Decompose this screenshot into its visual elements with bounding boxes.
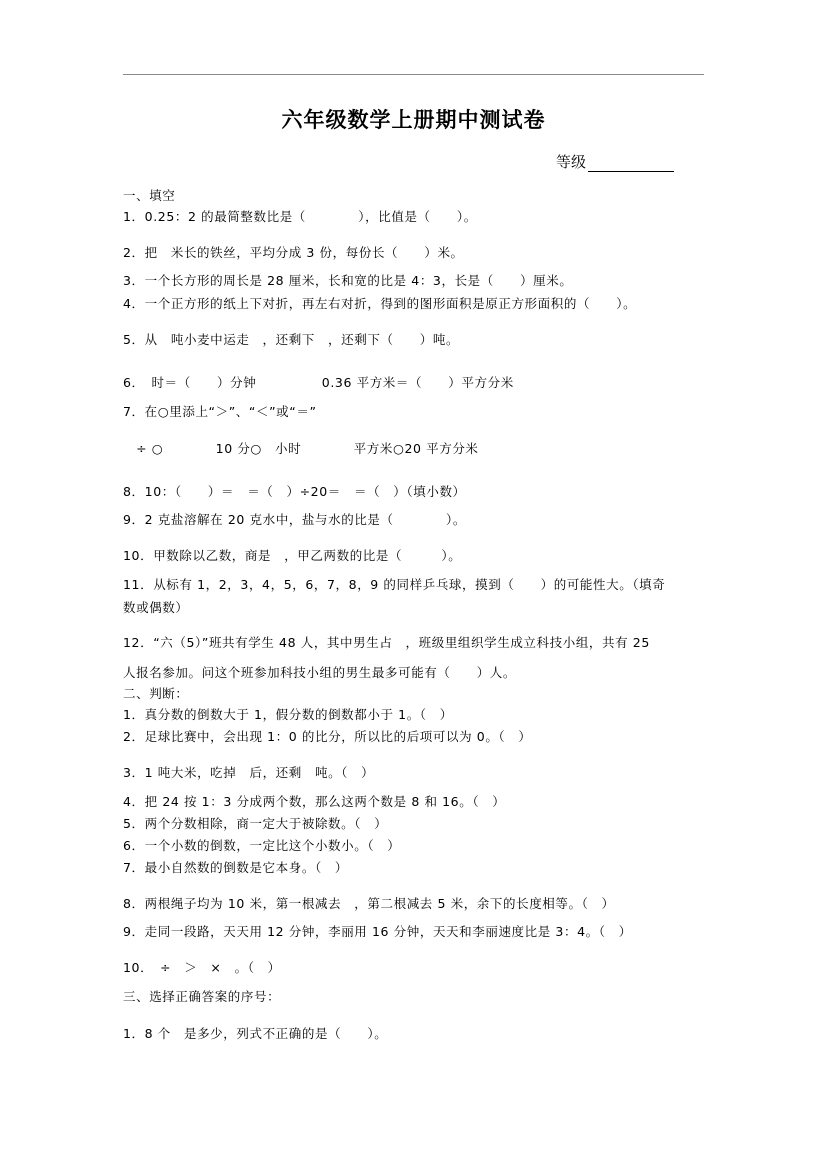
exam-line: 二、判断： — [123, 686, 189, 701]
exam-line: 8．10：（ ）＝ ＝（ ）÷20＝ ＝（ ）（填小数） — [123, 484, 466, 499]
grade-field — [556, 151, 674, 172]
grade-blank-line — [588, 155, 674, 172]
exam-line: 1．8 个 是多少，列式不正确的是（ ）。 — [123, 1026, 388, 1041]
exam-line: 5．两个分数相除，商一定大于被除数。（ ） — [123, 816, 388, 831]
exam-line: 1．真分数的倒数大于 1，假分数的倒数都小于 1。（ ） — [123, 707, 453, 722]
exam-line: 10．甲数除以乙数，商是 ，甲乙两数的比是（ ）。 — [123, 548, 462, 563]
exam-line: ÷ ○ 10 分○ 小时 平方米○20 平方分米 — [123, 441, 479, 456]
exam-line: 7．最小自然数的倒数是它本身。（ ） — [123, 860, 349, 875]
exam-line: 1．0.25：2 的最简整数比是（ ），比值是（ ）。 — [123, 209, 477, 224]
exam-line: 10． ÷ ＞ × 。（ ） — [123, 960, 281, 975]
page-title: 六年级数学上册期中测试卷 — [281, 107, 546, 132]
exam-line: 一、填空 — [123, 188, 176, 203]
grade-label: 等级 — [556, 153, 587, 171]
exam-line: 3．1 吨大米，吃掉 后，还剩 吨。（ ） — [123, 765, 375, 780]
header-rule — [123, 74, 704, 75]
exam-line: 2．足球比赛中，会出现 1：0 的比分，所以比的后项可以为 0。（ ） — [123, 729, 532, 744]
exam-line: 数或偶数） — [123, 600, 189, 615]
exam-line: 4．一个正方形的纸上下对折，再左右对折，得到的图形面积是原正方形面积的（ ）。 — [123, 296, 637, 311]
exam-line: 三、选择正确答案的序号： — [123, 989, 281, 1004]
exam-line: 9．走同一段路，天天用 12 分钟，李丽用 16 分钟，天天和李丽速度比是 3：4。（ ） — [123, 924, 632, 939]
exam-line: 12．“六（5）”班共有学生 48 人，其中男生占 ，班级里组织学生成立科技小组，共有 25 — [123, 635, 650, 650]
exam-line: 4．把 24 按 1：3 分成两个数，那么这两个数是 8 和 16。（ ） — [123, 794, 506, 809]
exam-line: 2．把 米长的铁丝，平均分成 3 份，每份长（ ）米。 — [123, 245, 464, 260]
exam-line: 5．从 吨小麦中运走 ，还剩下 ，还剩下（ ）吨。 — [123, 332, 460, 347]
exam-line: 11．从标有 1，2，3，4，5，6，7，8，9 的同样乒乓球，摸到（ ）的可能性大。（填奇 — [123, 577, 666, 592]
exam-line: 6． 时＝（ ）分钟 0.36 平方米＝（ ）平方分米 — [123, 375, 514, 390]
exam-line: 3．一个长方形的周长是 28 厘米，长和宽的比是 4：3，长是（ ）厘米。 — [123, 273, 573, 288]
exam-line: 9．2 克盐溶解在 20 克水中，盐与水的比是（ ）。 — [123, 512, 466, 527]
exam-line: 人报名参加。问这个班参加科技小组的男生最多可能有（ ）人。 — [123, 665, 517, 680]
exam-line: 6．一个小数的倒数，一定比这个小数小。（ ） — [123, 838, 401, 853]
exam-line: 7．在○里添上“＞”、“＜”或“＝” — [123, 404, 317, 419]
exam-line: 8．两根绳子均为 10 米，第一根减去 ，第二根减去 5 米，余下的长度相等。（ ） — [123, 896, 615, 911]
